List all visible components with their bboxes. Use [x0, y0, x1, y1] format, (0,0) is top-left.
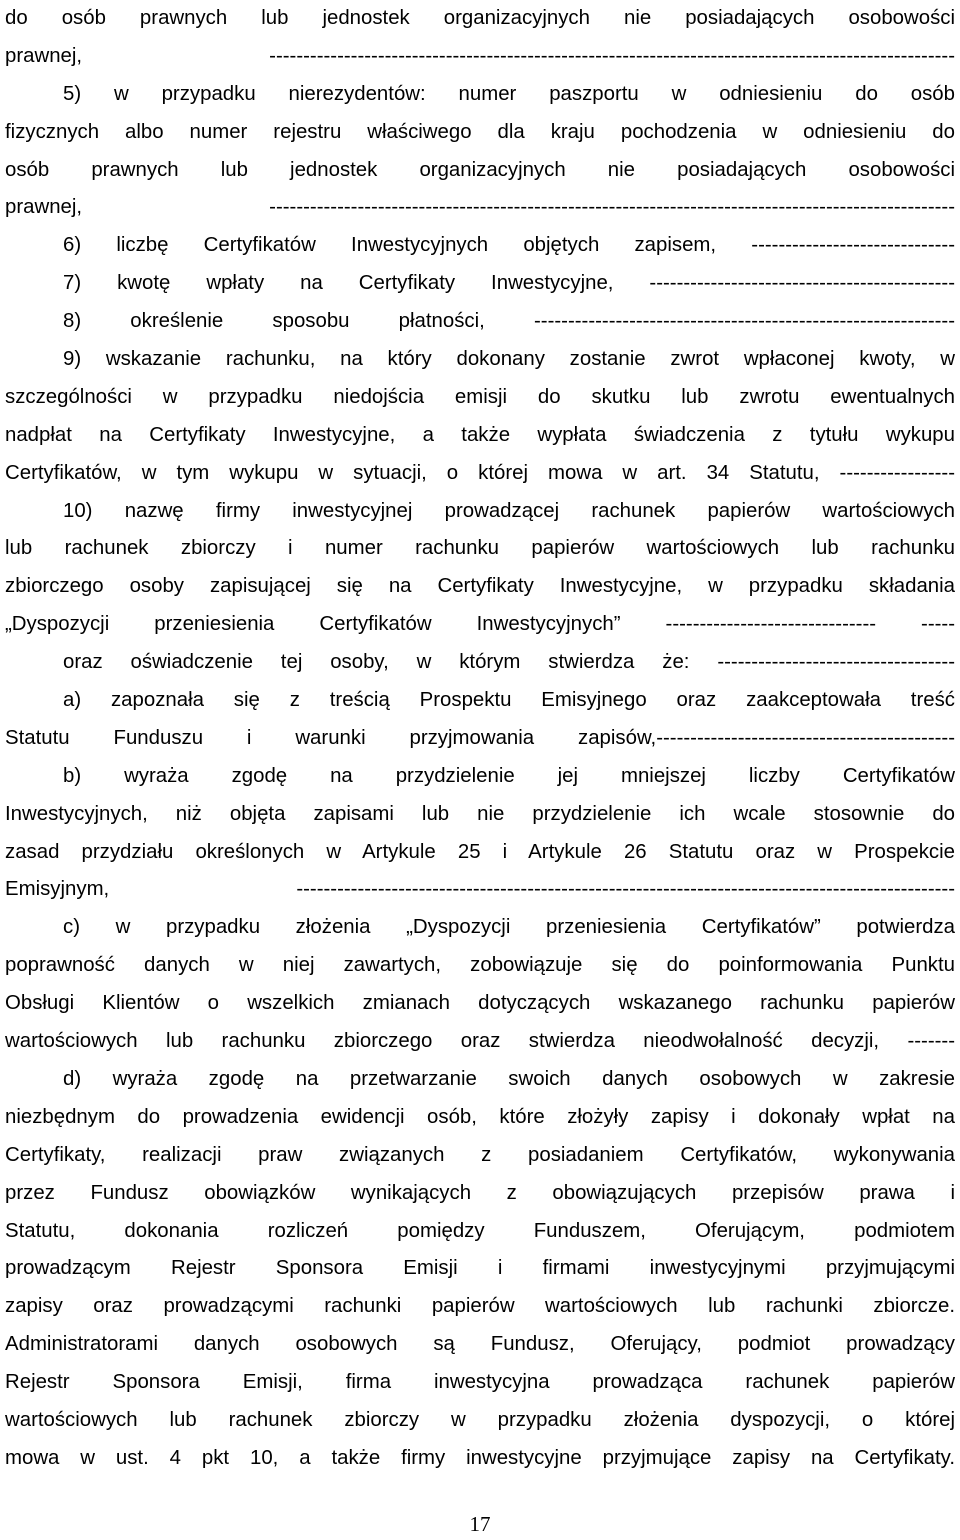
text-line: „Dyspozycji przeniesienia Certyfikatów Inwestycyjnych” ------------------------------- ----- — [5, 613, 955, 636]
text-line: zbiorczego osoby zapisującej się na Certyfikaty Inwestycyjne, w przypadku składania — [5, 575, 955, 598]
text-line: Rejestr Sponsora Emisji, firma inwestycyjna prowadząca rachunek papierów — [5, 1371, 955, 1394]
text-line: Statutu, dokonania rozliczeń pomiędzy Funduszem, Oferującym, podmiotem — [5, 1219, 955, 1242]
text-line: Certyfikaty, realizacji praw związanych z posiadaniem Certyfikatów, wykonywania — [5, 1143, 955, 1166]
text-line: Administratorami danych osobowych są Fundusz, Oferujący, podmiot prowadzący — [5, 1333, 955, 1356]
text-line: c) w przypadku złożenia „Dyspozycji przeniesienia Certyfikatów” potwierdza — [63, 916, 955, 939]
text-line: osób prawnych lub jednostek organizacyjnych nie posiadających osobowości — [5, 158, 955, 181]
text-line: prawnej, ----------------------------------------------------------------------------------------------------- — [5, 44, 955, 67]
text-line: wartościowych lub rachunku zbiorczego oraz stwierdza nieodwołalność decyzji, ------- — [5, 1030, 955, 1053]
text-line: 10) nazwę firmy inwestycyjnej prowadzącej rachunek papierów wartościowych — [63, 499, 955, 522]
text-line: d) wyraża zgodę na przetwarzanie swoich danych osobowych w zakresie — [63, 1067, 955, 1090]
text-line: Certyfikatów, w tym wykupu w sytuacji, o której mowa w art. 34 Statutu, ----------------- — [5, 461, 955, 484]
text-line: mowa w ust. 4 pkt 10, a także firmy inwestycyjne przyjmujące zapisy na Certyfikaty. — [5, 1446, 955, 1469]
text-line: 9) wskazanie rachunku, na który dokonany zostanie zwrot wpłaconej kwoty, w — [63, 348, 955, 371]
text-line: fizycznych albo numer rejestru właściwego dla kraju pochodzenia w odniesieniu do — [5, 120, 955, 143]
text-line: 5) w przypadku nierezydentów: numer paszportu w odniesieniu do osób — [63, 82, 955, 105]
text-line: prowadzącym Rejestr Sponsora Emisji i firmami inwestycyjnymi przyjmującymi — [5, 1257, 955, 1280]
text-line: 6) liczbę Certyfikatów Inwestycyjnych objętych zapisem, ------------------------------ — [63, 234, 955, 257]
text-line: zasad przydziału określonych w Artykule 25 i Artykule 26 Statutu oraz w Prospekcie — [5, 840, 955, 863]
text-line: wartościowych lub rachunek zbiorczy w przypadku złożenia dyspozycji, o której — [5, 1408, 955, 1431]
text-line: oraz oświadczenie tej osoby, w którym stwierdza że: ----------------------------------- — [63, 651, 955, 674]
text-line: nadpłat na Certyfikaty Inwestycyjne, a także wypłata świadczenia z tytułu wykupu — [5, 423, 955, 446]
text-line: do osób prawnych lub jednostek organizacyjnych nie posiadających osobowości — [5, 7, 955, 29]
document-body — [5, 0, 955, 1478]
text-line: Statutu Funduszu i warunki przyjmowania zapisów,-------------------------------------------- — [5, 726, 955, 749]
text-line: 7) kwotę wpłaty na Certyfikaty Inwestycyjne, --------------------------------------------- — [63, 272, 955, 295]
text-line: przez Fundusz obowiązków wynikających z obowiązujących przepisów prawa i — [5, 1181, 955, 1204]
page-number: 17 — [469, 1512, 491, 1536]
text-line: prawnej, ----------------------------------------------------------------------------------------------------- — [5, 196, 955, 219]
text-line: b) wyraża zgodę na przydzielenie jej mniejszej liczby Certyfikatów — [63, 764, 955, 787]
text-line: lub rachunek zbiorczy i numer rachunku papierów wartościowych lub rachunku — [5, 537, 955, 560]
text-line: szczególności w przypadku niedojścia emisji do skutku lub zwrotu ewentualnych — [5, 385, 955, 408]
text-line: 8) określenie sposobu płatności, -------------------------------------------------------------- — [63, 310, 955, 333]
text-line: niezbędnym do prowadzenia ewidencji osób, które złożyły zapisy i dokonały wpłat na — [5, 1105, 955, 1128]
text-line: zapisy oraz prowadzącymi rachunki papierów wartościowych lub rachunki zbiorcze. — [5, 1295, 955, 1318]
text-line: poprawność danych w niej zawartych, zobowiązuje się do poinformowania Punktu — [5, 954, 955, 977]
text-line: Inwestycyjnych, niż objęta zapisami lub nie przydzielenie ich wcale stosownie do — [5, 802, 955, 825]
text-line: a) zapoznała się z treścią Prospektu Emisyjnego oraz zaakceptowała treść — [63, 689, 955, 712]
text-line: Obsługi Klientów o wszelkich zmianach dotyczących wskazanego rachunku papierów — [5, 992, 955, 1015]
text-line: Emisyjnym, ------------------------------------------------------------------------------------------------- — [5, 878, 955, 901]
